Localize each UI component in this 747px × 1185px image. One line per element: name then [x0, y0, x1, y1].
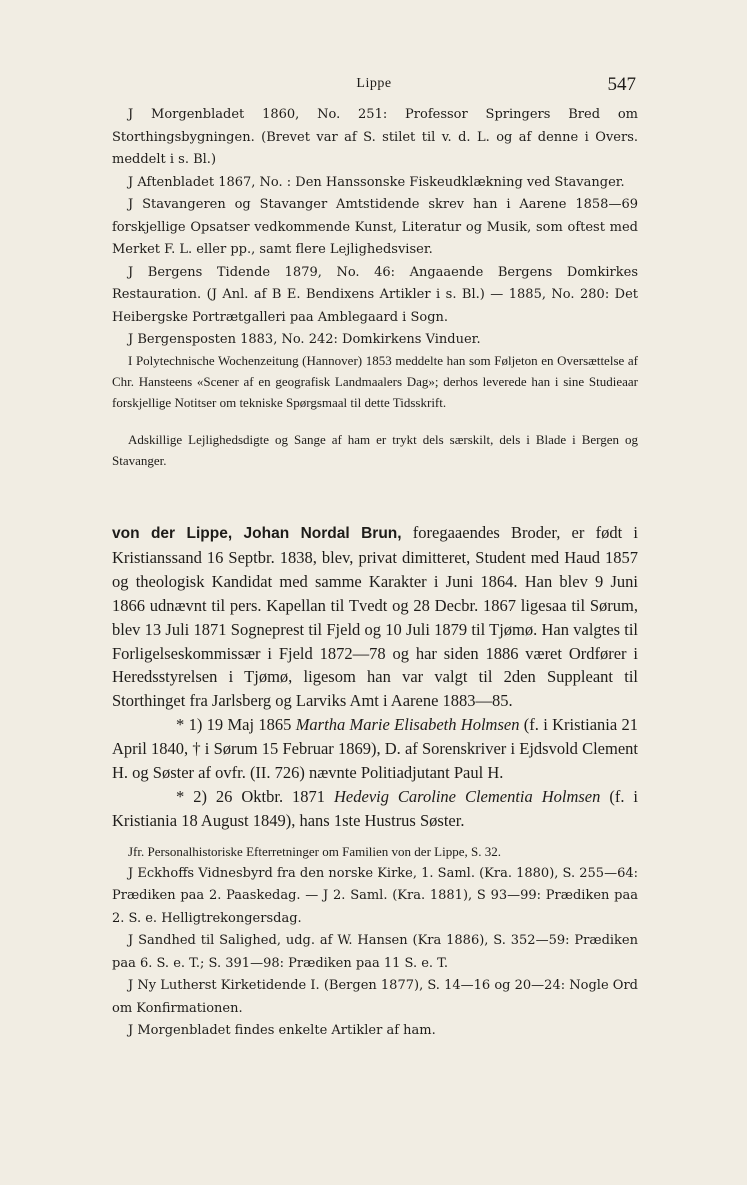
biography-name: von der Lippe, Johan Nordal Brun, — [112, 525, 402, 542]
biography-text: foregaaendes Broder, er født i Kristianssand 16 Septbr. 1838, blev, privat dimitteret, Student med Haud 1857 og theologisk Kandidat med samme Karakter i Juni 1864. Han blev 9 Juni 1866 udnævnt til pers. Kapellan til Tvedt og 28 Decbr. 1867 ligesaa til Sørum, blev 13 Juli 1871 Sogneprest til Fjeld og 10 Juli 1879 til Tjømø. Han valgtes til Forligelseskommissær i Fjeld 1872—78 og har siden 1886 været Ordfører i Heredsstyrelsen i Tjømø, ligesom han var valgt til 2den Suppleant til Storthinget fra Jarlsberg og Larviks Amt i Aarene 1883—85. — [112, 523, 638, 711]
entry-morgenbladet-artikler: J Morgenbladet findes enkelte Artikler af ham. — [128, 1023, 436, 1039]
marriage-2-prefix: * 2) 26 Oktbr. 1871 — [176, 786, 334, 806]
note-lejlighedsdigte: Adskillige Lejlighedsdigte og Sange af ham er trykt dels særskilt, dels i Blade i Bergen og Stavanger. — [112, 432, 638, 468]
marriage-1-rest: (f. i Kristiania 21 April 1840, † i Sørum 15 Februar 1869), D. af Sorenskriver i Ejdsvold Clement H. og Søster af ovfr. (II. 726) nævnte Politiadjutant Paul H. — [112, 715, 639, 783]
marriage-1 — [112, 713, 638, 785]
biography-paragraph — [112, 521, 638, 713]
marriage-2-rest: (f. i Kristiania 18 August 1849), hans 1ste Hustrus Søster. — [112, 786, 639, 830]
marriage-1-prefix: * 1) 19 Maj 1865 — [176, 715, 296, 735]
page-body — [112, 104, 638, 1043]
marriage-2-spouse: Hedevig Caroline Clementia Holmsen — [334, 786, 601, 806]
marriage-1-spouse: Martha Marie Elisabeth Holmsen — [295, 715, 520, 735]
page-number: 547 — [607, 74, 636, 95]
entry-sandhed: J Sandhed til Salighed, udg. af W. Hansen (Kra 1886), S. 352—59: Prædiken paa 6. S. e. T.; S. 391—98: Prædiken paa 11 S. e. T. — [112, 933, 638, 971]
entry-bergensposten: J Bergensposten 1883, No. 242: Domkirkens Vinduer. — [128, 332, 481, 347]
page-header — [112, 74, 636, 104]
entry-eckhoffs: J Eckhoffs Vidnesbyrd fra den norske Kirke, 1. Saml. (Kra. 1880), S. 255—64: Prædiken paa 2. Paaskedag. — J 2. Saml. (Kra. 1881), S 93—99: Prædiken paa 2. S. e. Helligtrekongersdag. — [112, 865, 638, 926]
entry-stavangeren: J Stavangeren og Stavanger Amtstidende skrev han i Aarene 1858—69 forskjellige Opsatser vedkommende Kunst, Literatur og Musik, som oftest med Merket F. L. eller pp., samt flere Lejlighedsviser. — [112, 197, 638, 257]
entry-bergens-tidende: J Bergens Tidende 1879, No. 46: Angaaende Bergens Domkirkes Restauration. (J Anl. af B E. Bendixens Artikler i s. Bl.) — 1885, No. 280: Det Heibergske Portrætgalleri paa Amblegaard i Sogn. — [112, 264, 638, 325]
running-title: Lippe — [356, 76, 392, 91]
entry-kirketidende: J Ny Lutherst Kirketidende I. (Bergen 1877), S. 14—16 og 20—24: Nogle Ord om Konfirmationen. — [112, 978, 638, 1016]
entry-aftenbladet-1867: J Aftenbladet 1867, No. : Den Hanssonske Fiskeudklækning ved Stavanger. — [128, 174, 625, 190]
entry-morgenbladet-1860: J Morgenbladet 1860, No. 251: Professor Springers Bred om Storthingsbygningen. (Brevet var af S. stilet til v. d. L. og af denne i Overs. meddelt i s. Bl.) — [112, 107, 638, 167]
note-polytechnische: I Polytechnische Wochenzeitung (Hannover) 1853 meddelte han som Føljeton en Oversættelse af Chr. Hansteens «Scener af en geografisk Landmaalers Dag»; derhos leverede han i sine Studieaar forskjellige Notitser om tekniske Spørgsmaal til dette Tidsskrift. — [112, 353, 638, 410]
marriage-2 — [112, 785, 638, 833]
reference-note: Jfr. Personalhistoriske Efterretninger om Familien von der Lippe, S. 32. — [128, 843, 501, 859]
